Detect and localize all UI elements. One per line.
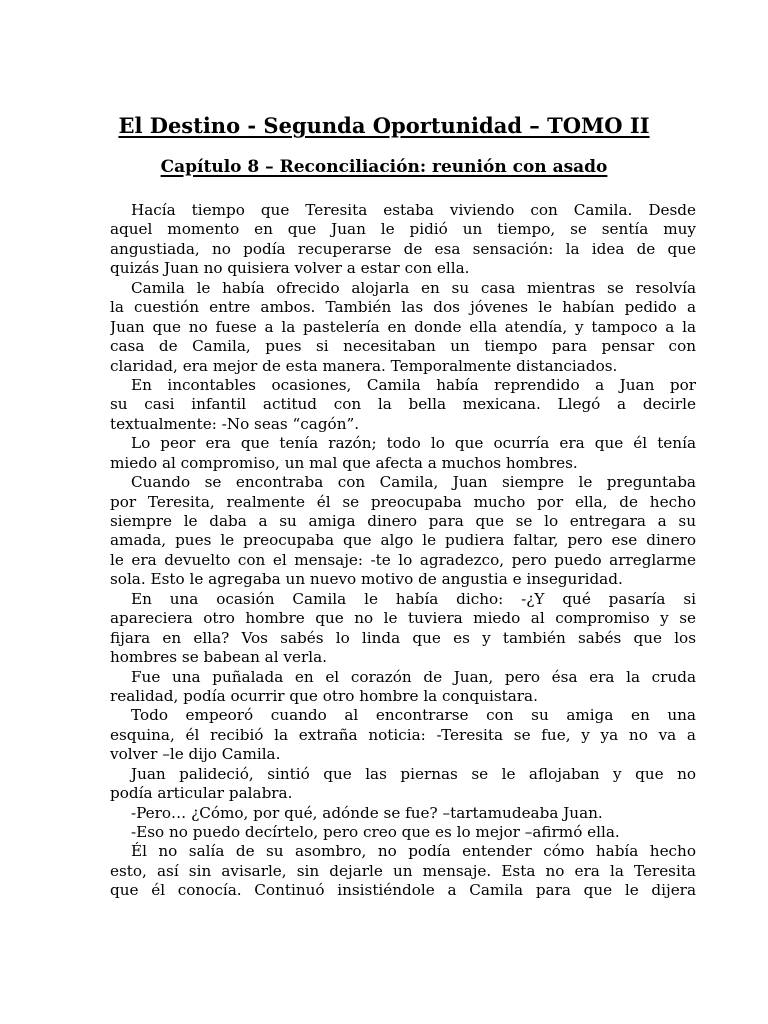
paragraph — [110, 434, 696, 473]
text-line: Fue una puñalada en el corazón de Juan, pero ésa era la cruda — [131, 667, 696, 686]
chapter-heading: Capítulo 8 – Reconciliación: reunión con asado — [160, 157, 608, 177]
paragraph — [110, 842, 696, 900]
text-line: podía articular palabra. — [110, 784, 293, 803]
text-line: siempre le daba a su amiga dinero para que se lo entregara a su — [110, 512, 696, 530]
text-line: miedo al compromiso, un mal que afecta a muchos hombres. — [110, 453, 578, 472]
text-line: En incontables ocasiones, Camila había reprendido a Juan por — [131, 375, 696, 394]
paragraph — [110, 279, 696, 376]
text-line: Lo peor era que tenía razón; todo lo que ocurría era que él tenía — [131, 434, 696, 453]
text-line: claridad, era mejor de esta manera. Temporalmente distanciados. — [110, 356, 618, 375]
text-line: le era devuelto con el mensaje: -te lo agradezco, pero puedo arreglarme — [110, 550, 696, 569]
paragraph — [110, 473, 696, 590]
paragraph — [110, 804, 696, 823]
text-line: que él conocía. Continuó insistiéndole a Camila para que le dijera — [110, 881, 696, 900]
text-line: realidad, podía ocurrir que otro hombre la conquistara. — [110, 686, 538, 705]
text-line: casa de Camila, pues si necesitaban un tiempo para pensar con — [110, 337, 696, 356]
text-line: -Pero… ¿Cómo, por qué, adónde se fue? –tartamudeaba Juan. — [131, 803, 603, 822]
text-line: angustiada, no podía recuperarse de esa sensación: la idea de que — [110, 239, 696, 258]
paragraph — [110, 706, 696, 764]
text-line: Juan palideció, sintió que las piernas se le aflojaban y que no — [131, 764, 696, 783]
text-line: fijara en ella? Vos sabés lo linda que es y también sabés que los — [110, 628, 696, 647]
text-line: Juan que no fuese a la pastelería en donde ella atendía, y tampoco a la — [110, 317, 696, 336]
text-line: volver –le dijo Camila. — [110, 745, 281, 764]
paragraph — [110, 765, 696, 804]
text-line: Él no salía de su asombro, no podía entender cómo había hecho — [131, 842, 696, 861]
text-line: Camila le había ofrecido alojarla en su casa mientras se resolvía — [131, 278, 696, 297]
paragraph — [110, 823, 696, 842]
paragraph — [110, 668, 696, 707]
text-line: esquina, él recibió la extraña noticia: -Teresita se fue, y ya no va a — [110, 725, 696, 744]
paragraph — [110, 590, 696, 668]
text-line: sola. Esto le agregaba un nuevo motivo de angustia e inseguridad. — [110, 570, 623, 589]
text-line: textualmente: -No seas “cagón”. — [110, 414, 360, 433]
text-line: En una ocasión Camila le había dicho: -¿Y qué pasaría si — [131, 589, 696, 608]
paragraph — [110, 201, 696, 279]
text-line: aquel momento en que Juan le pidió un tiempo, se sentía muy — [110, 220, 696, 239]
text-line: hombres se babean al verla. — [110, 648, 327, 667]
text-line: -Eso no puedo decírtelo, pero creo que es lo mejor –afirmó ella. — [131, 823, 620, 841]
text-line: apareciera otro hombre que no le tuviera miedo al compromiso y se — [110, 609, 696, 628]
text-line: quizás Juan no quisiera volver a estar con ella. — [110, 259, 470, 278]
text-line: esto, así sin avisarle, sin dejarle un mensaje. Esta no era la Teresita — [110, 861, 696, 880]
text-line: amada, pues le preocupaba que algo le pudiera faltar, pero ese dinero — [110, 531, 696, 550]
page-title: El Destino - Segunda Oportunidad – TOMO II — [118, 113, 650, 138]
text-line: su casi infantil actitud con la bella mexicana. Llegó a decirle — [110, 395, 696, 414]
text-line: la cuestión entre ambos. También las dos jóvenes le habían pedido a — [110, 298, 696, 317]
body-text — [110, 201, 696, 901]
text-line: Hacía tiempo que Teresita estaba viviendo con Camila. Desde — [131, 201, 696, 219]
text-line: Todo empeoró cuando al encontrarse con su amiga en una — [131, 706, 696, 725]
text-line: por Teresita, realmente él se preocupaba mucho por ella, de hecho — [110, 492, 696, 511]
text-line: Cuando se encontraba con Camila, Juan siempre le preguntaba — [131, 473, 696, 492]
paragraph — [110, 376, 696, 434]
